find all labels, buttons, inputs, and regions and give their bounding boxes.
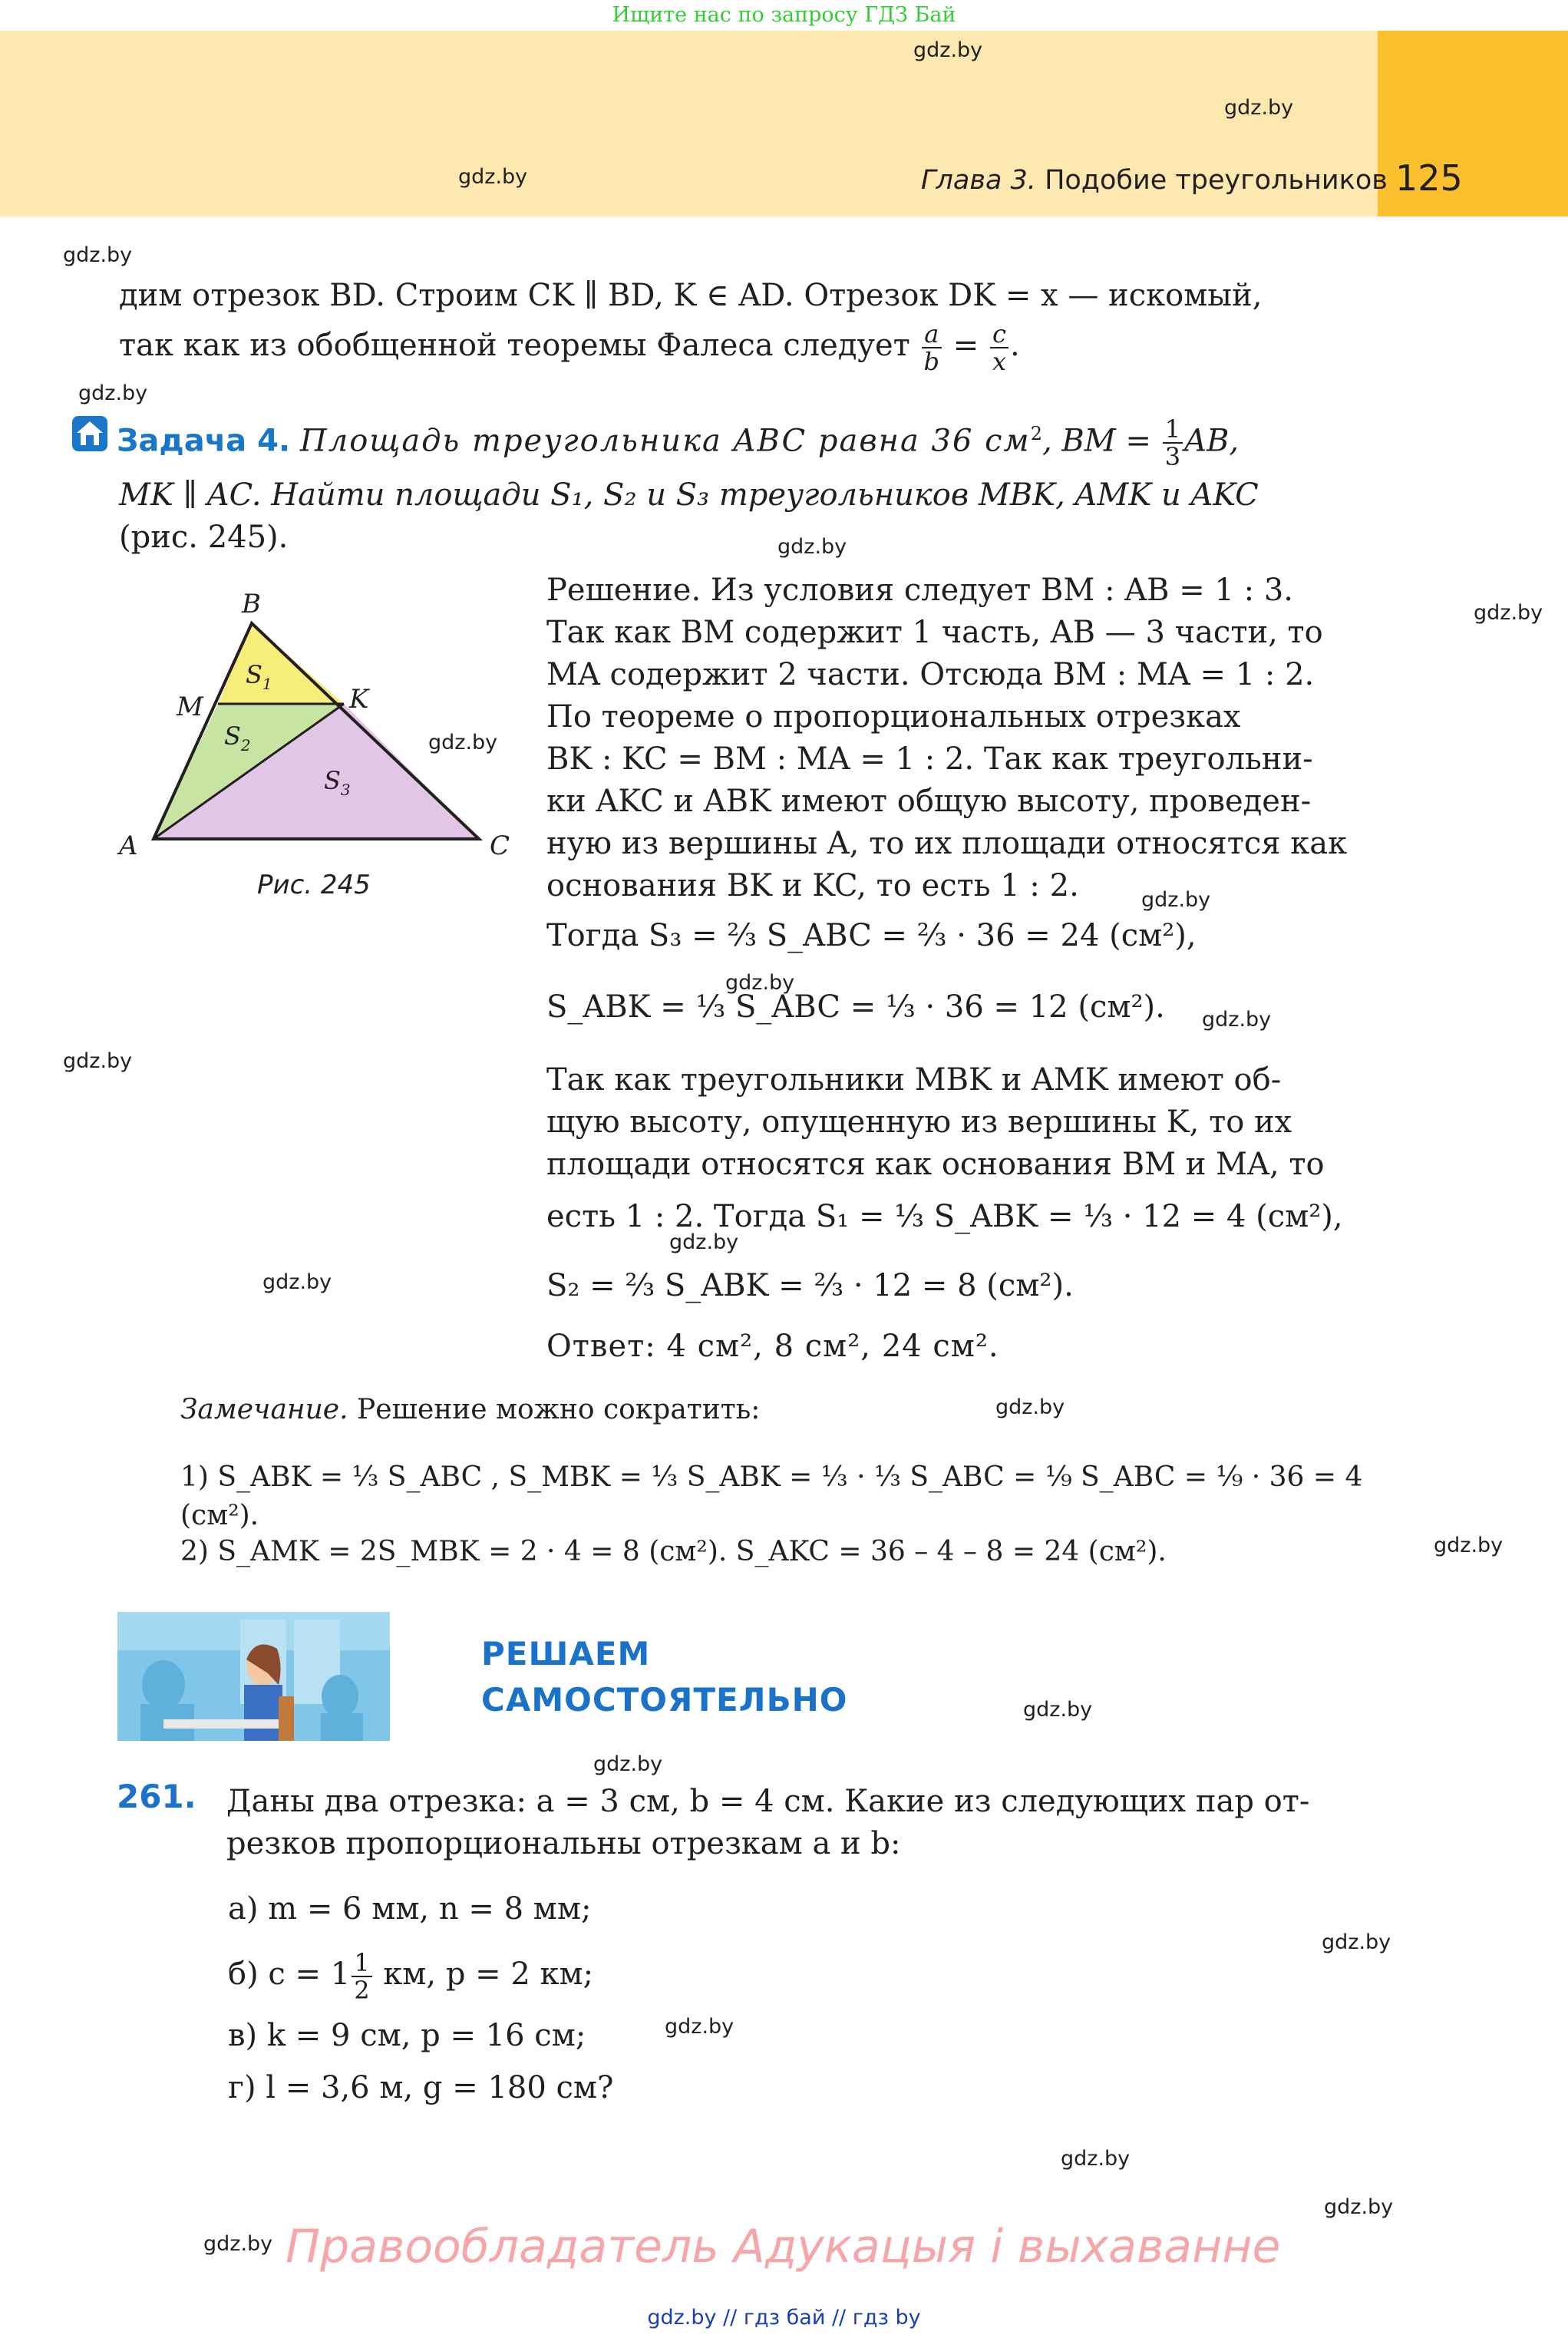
watermark: gdz.by [1434, 1534, 1504, 1557]
copyright-text: Правообладатель Адукацыя і выхаванне [286, 2220, 1281, 2274]
figure-caption: Рис. 245 [257, 870, 371, 900]
fraction-one-third: $\frac{1}{3}$ [1163, 416, 1183, 470]
watermark: gdz.by [1324, 2195, 1394, 2219]
top-banner[interactable]: Ищите нас по запросу ГДЗ Бай [612, 3, 956, 27]
exercise-option-c: в) k = 9 см, p = 16 см; [228, 2018, 586, 2053]
watermark: gdz.by [458, 165, 528, 189]
label-b: B [242, 589, 261, 619]
solution-line-6: ки AKC и ABK имеют общую высоту, проведен- [546, 784, 1312, 819]
exercise-line-2: резков пропорциональны отрезкам a и b: [226, 1826, 901, 1861]
solution-line-1: Решение. Из условия следует BM : AB = 1 : 3. [546, 573, 1294, 608]
solution-formula-3: есть 1 : 2. Тогда S₁ = ⅓ S_ABK = ⅓ · 12 = 4 (см²), [546, 1199, 1343, 1234]
solution-line-4: По теореме о пропорциональных отрезках [546, 699, 1241, 735]
label-k: K [349, 684, 369, 715]
solution-line-11: площади относятся как основания BM и MA, то [546, 1147, 1325, 1182]
student-illustration [117, 1612, 390, 1741]
solution-line-2: Так как BM содержит 1 часть, AB — 3 части, то [546, 615, 1323, 650]
solution-formula-4: S₂ = ⅔ S_ABK = ⅔ · 12 = 8 (см²). [546, 1268, 1074, 1303]
fraction-one-half: $\frac{1}{2}$ [352, 1950, 371, 2003]
watermark: gdz.by [1474, 601, 1543, 625]
task-line-3: (рис. 245). [119, 520, 289, 555]
watermark: gdz.by [1224, 96, 1294, 120]
exercise-line-1: Даны два отрезка: a = 3 см, b = 4 см. Какие из следующих пар от- [226, 1784, 1310, 1819]
fraction-c-x: $\frac{c}{x}$ [990, 321, 1008, 375]
solution-line-7: ную из вершины A, то их площади относятся как [546, 826, 1348, 861]
section-title: РЕШАЕМ САМОСТОЯТЕЛЬНО [481, 1635, 848, 1719]
label-m: M [177, 692, 203, 722]
fraction-a-b: $\frac{a}{b}$ [922, 321, 942, 375]
watermark: gdz.by [593, 1752, 663, 1776]
label-s2: $S_2$ [224, 722, 251, 755]
triangle-figure [115, 583, 514, 875]
label-s3: $S_3$ [324, 766, 351, 799]
page-number: 125 [1395, 157, 1463, 199]
label-s1: $S_1$ [246, 660, 272, 693]
task-line-1: Задача 4. Площадь треугольника ABC равна 36 $см^2$, BM = $\frac{1}{3}$ AB, [117, 414, 1240, 472]
watermark: gdz.by [913, 38, 983, 62]
chapter-title: Глава 3. Подобие треугольников [921, 165, 1388, 196]
watermark: gdz.by [1023, 1698, 1093, 1722]
solution-answer: Ответ: 4 см², 8 см², 24 см². [546, 1329, 999, 1364]
watermark: gdz.by [1322, 1930, 1391, 1954]
remark-line-1: 1) S_ABK = ⅓ S_ABC , S_MBK = ⅓ S_ABK = ⅓ · ⅓ S_ABC = ⅑ S_ABC = ⅑ · 36 = 4 (см²). [180, 1461, 1363, 1531]
watermark: gdz.by [63, 243, 133, 267]
watermark: gdz.by [78, 381, 148, 405]
exercise-option-d: г) l = 3,6 м, g = 180 см? [228, 2070, 614, 2105]
label-a: A [119, 831, 138, 861]
watermark: gdz.by [262, 1270, 332, 1294]
watermark: gdz.by [63, 1049, 133, 1073]
intro-line-1: дим отрезок BD. Строим CK ∥ BD, K ∈ AD. Отрезок DK = x — искомый, [119, 278, 1263, 313]
footer-links[interactable]: gdz.by // гдз бай // гдз by [647, 2306, 921, 2330]
remark-title: Замечание. Решение можно сократить: [180, 1394, 761, 1425]
watermark: gdz.by [203, 2232, 273, 2256]
watermark: gdz.by [1141, 888, 1211, 912]
solution-line-5: BK : KC = BM : MA = 1 : 2. Так как треугольни- [546, 741, 1313, 777]
intro-line-2: так как из обобщенной теоремы Фалеса следует $\frac{a}{b}$ = $\frac{c}{x}$ . [119, 319, 1020, 376]
watermark: gdz.by [725, 971, 795, 995]
task-line-2: MK ∥ AC. Найти площади S₁, S₂ и S₃ треугольников MBK, AMK и AKC [119, 477, 1259, 513]
exercise-number: 261. [117, 1778, 196, 1815]
solution-line-9: Так как треугольники MBK и AMK имеют об- [546, 1062, 1282, 1098]
solution-formula-2: S_ABK = ⅓ S_ABC = ⅓ · 36 = 12 (см²). [546, 989, 1165, 1025]
solution-line-10: щую высоту, опущенную из вершины K, то их [546, 1105, 1292, 1140]
watermark: gdz.by [428, 731, 498, 755]
solution-line-3: MA содержит 2 части. Отсюда BM : MA = 1 : 2. [546, 657, 1315, 692]
exercise-option-a: а) m = 6 мм, n = 8 мм; [228, 1891, 592, 1927]
watermark: gdz.by [995, 1395, 1065, 1419]
remark-line-2: 2) S_AMK = 2S_MBK = 2 · 4 = 8 (см²). S_AKC = 36 – 4 – 8 = 24 (см²). [180, 1536, 1167, 1567]
watermark: gdz.by [665, 2015, 734, 2039]
solution-line-8: основания BK и KC, то есть 1 : 2. [546, 868, 1079, 903]
watermark: gdz.by [1202, 1008, 1272, 1032]
watermark: gdz.by [1061, 2147, 1131, 2171]
label-c: C [490, 831, 510, 861]
task-home-icon [71, 414, 109, 453]
task-label: Задача 4. [117, 423, 291, 459]
solution-formula-1: Тогда S₃ = ⅔ S_ABC = ⅔ · 36 = 24 (см²), [546, 918, 1197, 953]
watermark: gdz.by [777, 535, 847, 559]
watermark: gdz.by [669, 1230, 739, 1254]
exercise-option-b: б) c = 1 $\frac{1}{2}$ км, p = 2 км; [228, 1948, 594, 2005]
